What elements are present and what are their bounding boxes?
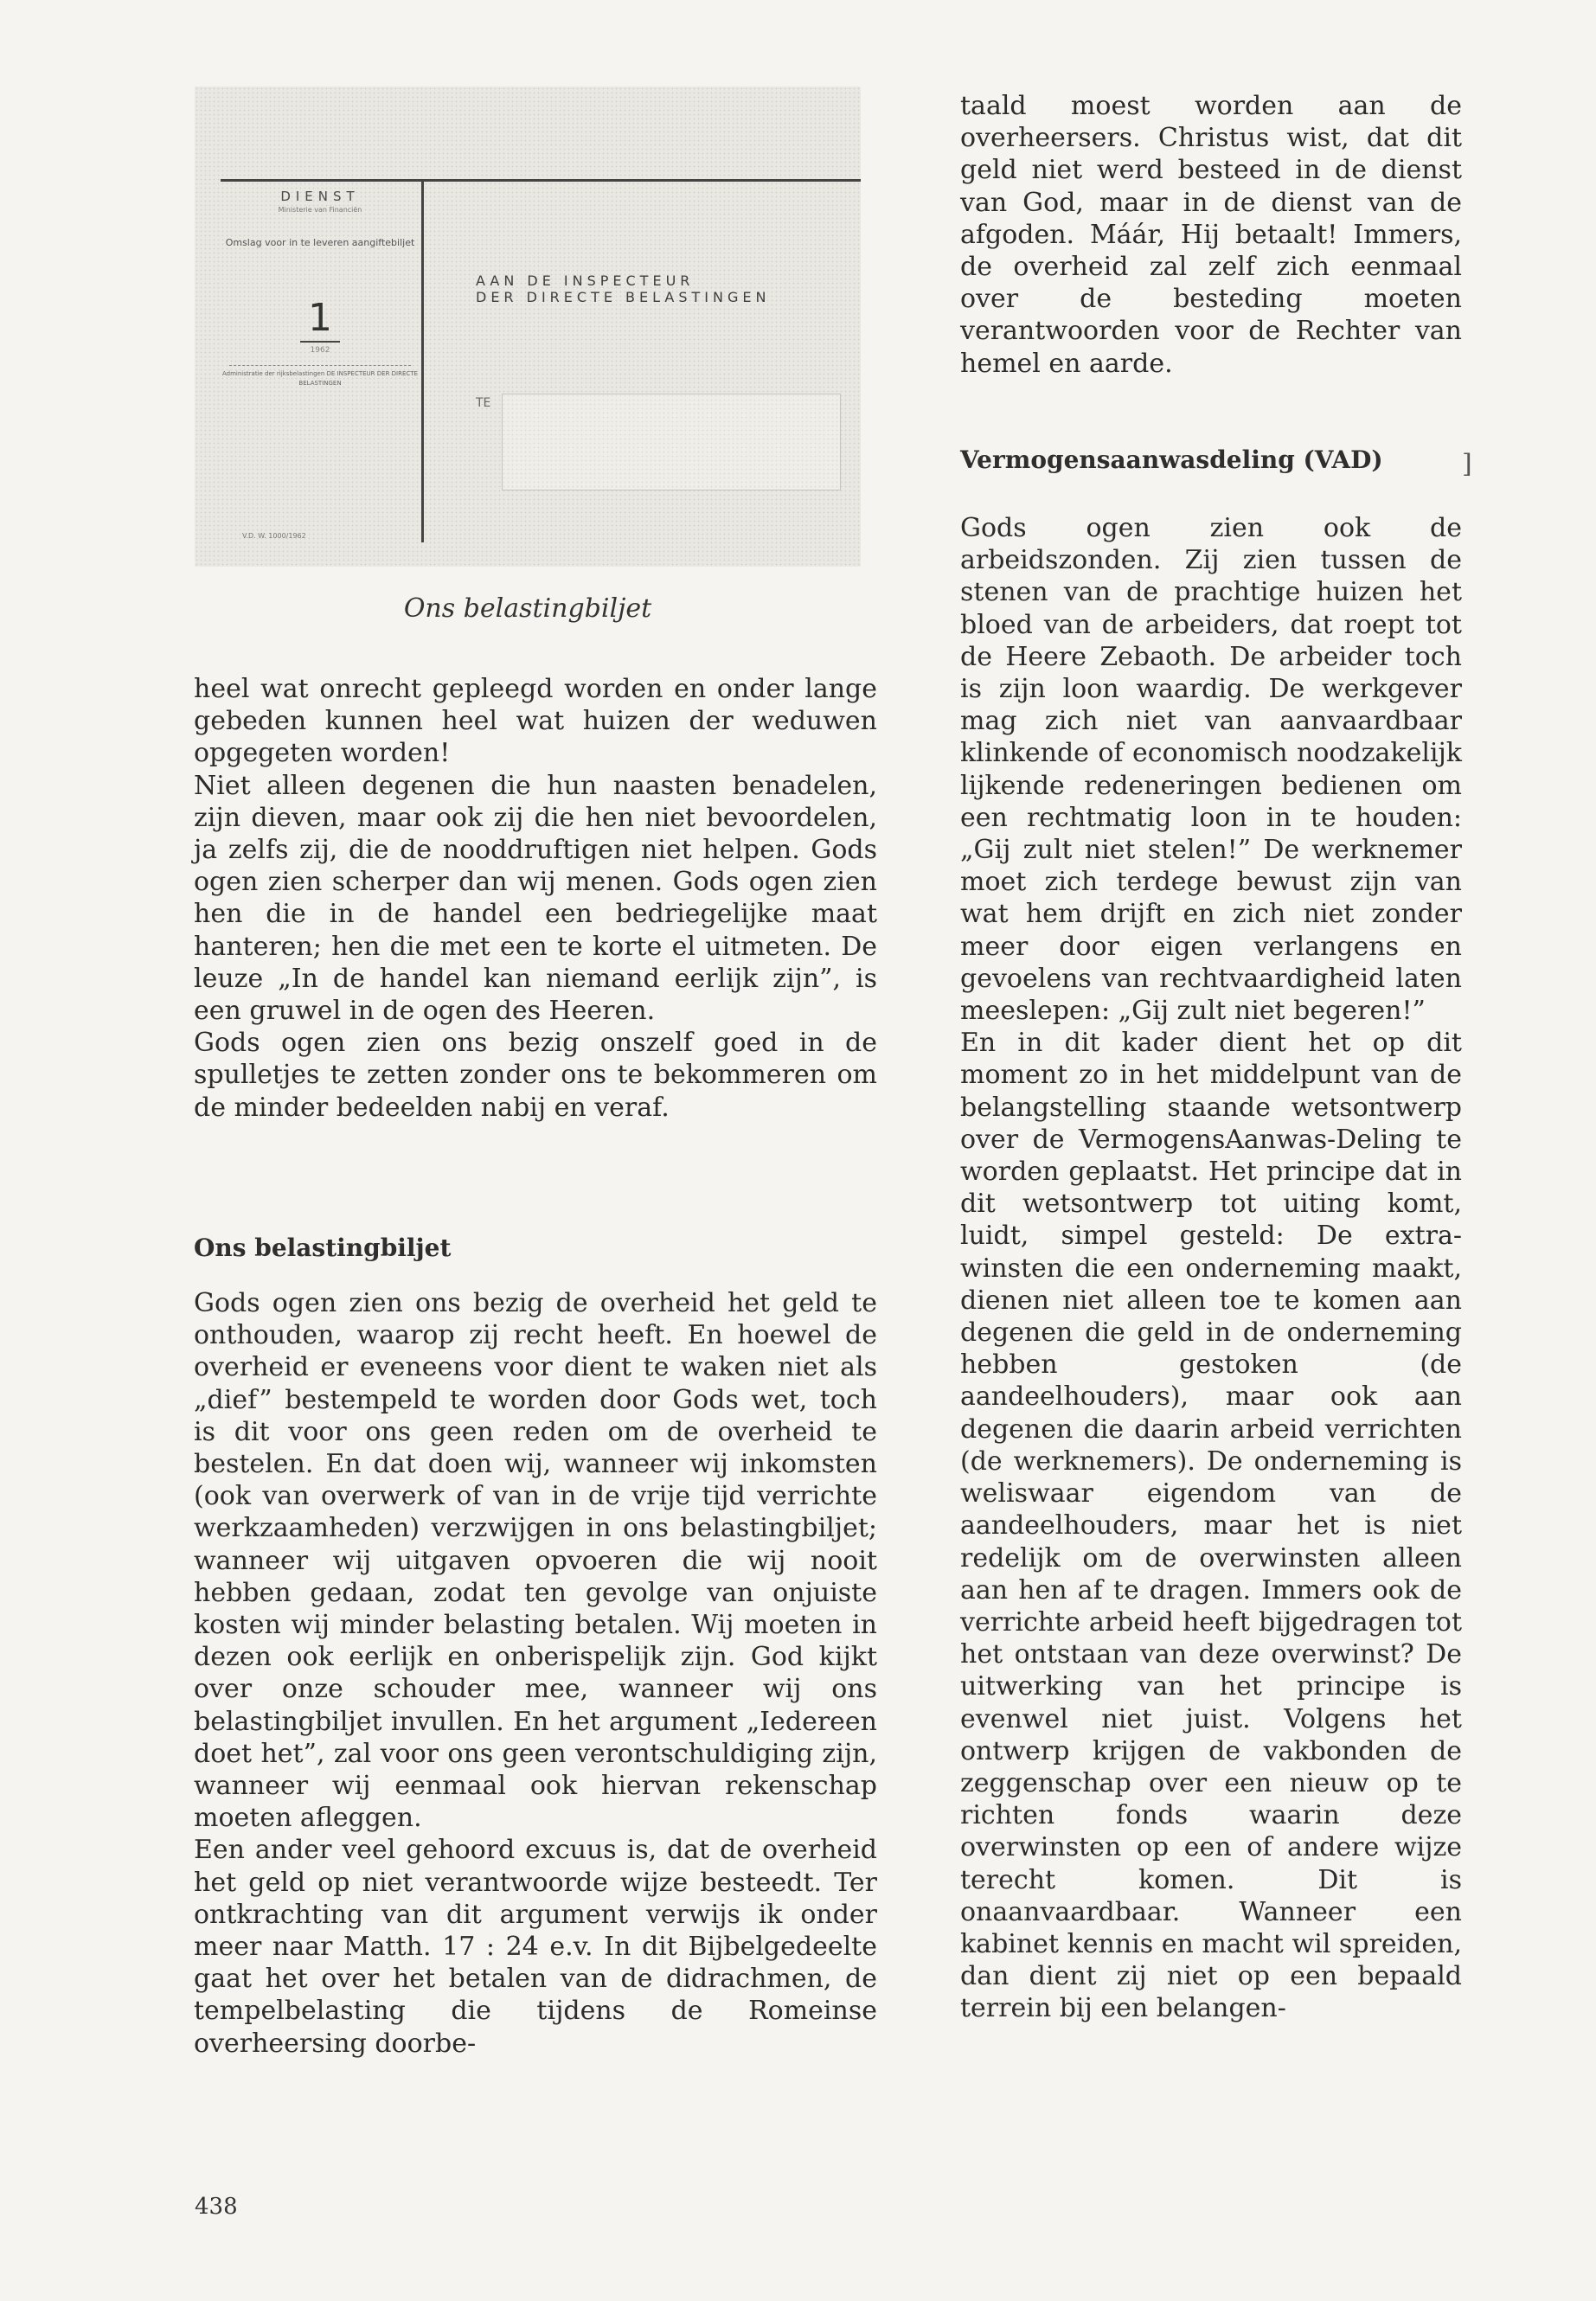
- envelope-number-rule: [300, 341, 340, 343]
- paragraph: Gods ogen zien ons bezig de overheid het geld te onthouden, waarop zij recht heeft. En hoewel de overheid er eveneens voor dient te waken niet als „dief” bestempeld te worden door Gods wet, toch is dit voor ons geen reden om de overheid te bestelen. En dat doen wij, wanneer wij inkomsten (ook van overwerk of van in de vrije tijd verrichte werkzaamheden) verzwijgen in ons belastingbiljet; wanneer wij uitgaven opvoeren die wij nooit hebben gedaan, zodat ten gevolge van onjuiste kosten wij minder belasting betalen. Wij moeten in dezen ook eerlijk en onberispelijk zijn. God kijkt over onze schouder mee, wanneer wij ons belastingbiljet invullen. En het argument „Iedereen doet het”, zal voor ons geen verontschuldiging zijn, wanneer wij eenmaal ook hiervan rekenschap moeten afleggen.: [194, 1288, 877, 1834]
- envelope-divider: [421, 179, 424, 542]
- right-column-body: [960, 512, 1462, 2025]
- left-column-body: [194, 1287, 877, 2060]
- envelope-dashed-rule: [229, 365, 411, 366]
- envelope-omslag: Omslag voor in te leveren aangiftebiljet: [225, 237, 415, 248]
- envelope-admin: Administratie der rijksbelastingen DE INSPECTEUR DER DIRECTE BELASTINGEN: [222, 370, 418, 387]
- paragraph: Niet alleen degenen die hun naasten benadelen, zijn dieven, maar ook zij die hen niet bevoordelen, ja zelfs zij, die de nooddruftigen niet helpen. Gods ogen zien scherper dan wij menen. Gods ogen zien hen die in de handel een bedriegelijke maat hanteren; hen die met een te korte el uitmeten. De leuze „In de handel kan niemand eerlijk zijn”, is een gruwel in de ogen des Heeren.: [194, 770, 877, 1027]
- envelope-number: 1: [308, 296, 332, 340]
- paragraph: En in dit kader dient het op dit moment zo in het middelpunt van de belangstelling staande wetsontwerp over de VermogensAanwas-Deling te worden geplaatst. Het principe dat in dit wetsontwerp tot uiting komt, luidt, simpel gesteld: De extra-winsten die een onderneming maakt, dienen niet alleen toe te komen aan degenen die geld in de onderneming hebben gestoken (de aandeelhouders), maar ook aan degenen die daarin arbeid verrichten (de werknemers). De onderneming is weliswaar eigendom van de aandeelhouders, maar het is niet redelijk om de overwinsten alleen aan hen af te dragen. Immers ook de verrichte arbeid heeft bijgedragen tot het ontstaan van deze overwinst? De uitwerking van het principe is evenwel niet juist. Volgens het ontwerp krijgen de vakbonden de zeggenschap over een nieuw op te richten fonds waarin deze overwinsten op een of andere wijze terecht komen. Dit is onaanvaardbaar. Wanneer een kabinet kennis en macht wil spreiden, dan dient zij niet op een bepaald terrein bij een belangen-: [960, 1028, 1462, 2024]
- envelope-ministry: Ministerie van Financiën: [278, 206, 362, 214]
- section-heading-belastingbiljet: Ons belastingbiljet: [194, 1234, 452, 1262]
- section-heading-vad: Vermogensaanwasdeling (VAD): [960, 445, 1383, 474]
- paragraph: Gods ogen zien ook de arbeidszonden. Zij zien tussen de stenen van de prachtige huizen het bloed van de arbeiders, dat roept tot de Heere Zebaoth. De arbeider toch is zijn loon waardig. De werkgever mag zich niet van aanvaardbaar klinkende of economisch noodzakelijk lijkende redeneringen bedienen om een rechtmatig loon in te houden: „Gij zult niet stelen!” De werknemer moet zich terdege bewust zijn van wat hem drijft en zich niet zonder meer door eigen verlangens en gevoelens van rechtvaardigheid laten meeslepen: „Gij zult niet begeren!”: [960, 513, 1462, 1027]
- envelope-illustration: [195, 87, 861, 567]
- envelope-dienst: DIENST: [280, 189, 360, 204]
- envelope-address-box: [502, 394, 841, 490]
- envelope-addressee-line1: AAN DE INSPECTEUR: [476, 272, 695, 289]
- envelope-te: TE: [476, 396, 491, 410]
- left-column-intro: [194, 673, 877, 1124]
- envelope-top-rule: [221, 179, 861, 182]
- envelope-footer: V.D. W. 1000/1962: [242, 532, 306, 540]
- paragraph: Een ander veel gehoord excuus is, dat de overheid het geld op niet verantwoorde wijze besteedt. Ter ontkrachting van dit argument verwijs ik onder meer naar Matth. 17 : 24 e.v. In dit Bijbelgedeelte gaat het over het betalen van de didrachmen, de tempelbelasting die tijdens de Romeinse overheersing doorbe-: [194, 1835, 877, 2059]
- paragraph: taald moest worden aan de overheersers. Christus wist, dat dit geld niet werd besteed in de dienst van God, maar in de dienst van de afgoden. Máár, Hij betaalt! Immers, de overheid zal zelf zich eenmaal over de besteding moeten verantwoorden voor de Rechter van hemel en aarde.: [960, 91, 1462, 379]
- page-number: 438: [195, 2194, 238, 2220]
- envelope-year: 1962: [310, 346, 330, 355]
- envelope-addressee: [476, 272, 770, 305]
- paragraph: heel wat onrecht gepleegd worden en onder lange gebeden kunnen heel wat huizen der weduwen opgegeten worden!: [194, 674, 877, 769]
- paragraph: Gods ogen zien ons bezig onszelf goed in de spulletjes te zetten zonder ons te bekommeren om de minder bedeelden nabij en veraf.: [194, 1028, 877, 1123]
- envelope-addressee-line2: DER DIRECTE BELASTINGEN: [476, 289, 771, 305]
- figure-caption: Ons belastingbiljet: [403, 593, 652, 624]
- envelope-left-panel: [221, 183, 420, 388]
- margin-bracket: ]: [1462, 449, 1472, 479]
- right-column-top: [960, 90, 1462, 380]
